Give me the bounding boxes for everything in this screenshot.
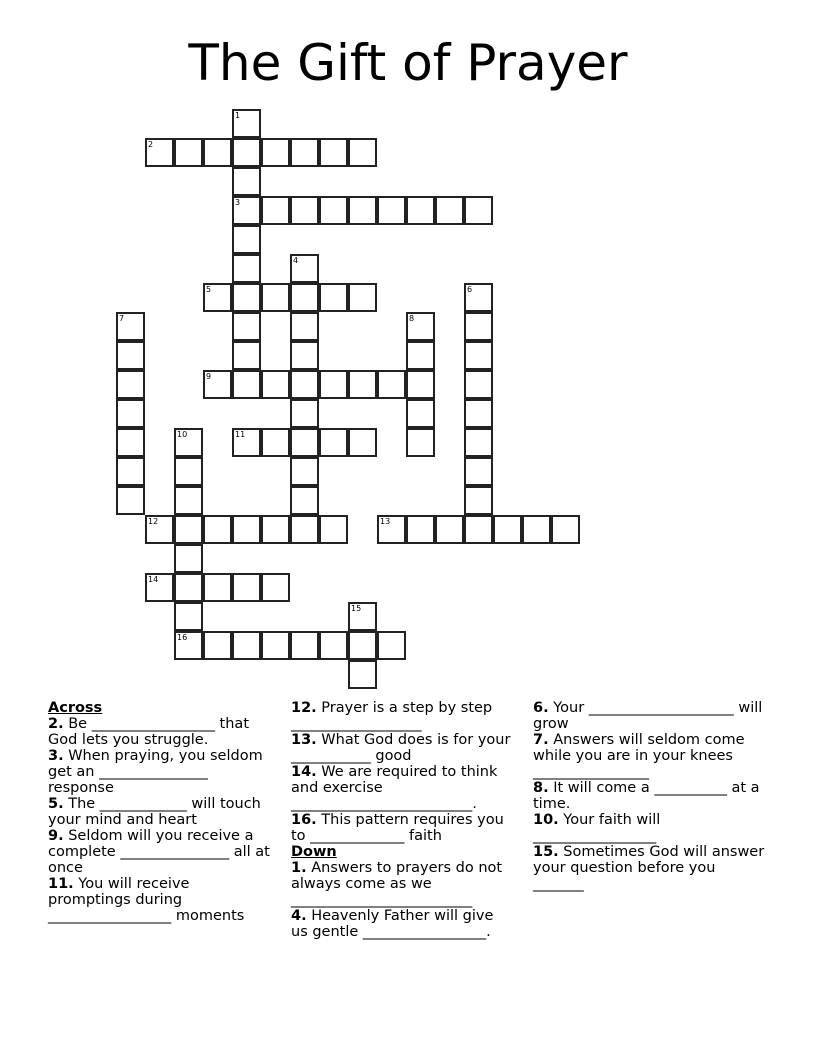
grid-cell[interactable] (174, 573, 203, 602)
grid-cell[interactable] (116, 399, 145, 428)
cell-number: 4 (293, 256, 299, 265)
grid-cell[interactable] (232, 283, 261, 312)
clue-number: 10. (533, 812, 559, 828)
clue-number: 15. (533, 844, 559, 860)
clue-text: Prayer is a step by step __________________ (291, 700, 493, 732)
grid-cell[interactable] (232, 167, 261, 196)
grid-cell[interactable] (348, 138, 377, 167)
cell-number: 1 (235, 111, 241, 120)
grid-cell[interactable] (464, 457, 493, 486)
grid-cell[interactable] (377, 515, 406, 544)
grid-cell[interactable] (435, 196, 464, 225)
clues-column-1 (48, 700, 270, 924)
cell-number: 15 (351, 604, 362, 613)
grid-cell[interactable] (348, 370, 377, 399)
cell-number: 14 (148, 575, 159, 584)
cell-number: 7 (119, 314, 125, 323)
grid-cell[interactable] (464, 312, 493, 341)
clue-number: 6. (533, 700, 549, 716)
grid-cell[interactable] (261, 283, 290, 312)
grid-cell[interactable] (377, 631, 406, 660)
cell-number: 10 (177, 430, 188, 439)
grid-cell[interactable] (377, 370, 406, 399)
grid-cell[interactable] (290, 428, 319, 457)
clue-text: It will come a __________ at a time. (533, 780, 760, 812)
cell-number: 6 (467, 285, 473, 294)
grid-cell[interactable] (261, 138, 290, 167)
grid-cell[interactable] (145, 138, 174, 167)
clue-text: Your faith will _________________ (533, 812, 661, 844)
grid-cell[interactable] (464, 486, 493, 515)
grid-cell[interactable] (174, 631, 203, 660)
clue-across-16 (291, 812, 513, 844)
clue-number: 14. (291, 764, 317, 780)
grid-cell[interactable] (290, 399, 319, 428)
clue-text: What God does is for your ___________ good (291, 732, 511, 764)
grid-cell[interactable] (116, 370, 145, 399)
grid-cell[interactable] (290, 370, 319, 399)
clue-down-6 (533, 700, 769, 732)
grid-cell[interactable] (203, 138, 232, 167)
grid-cell[interactable] (319, 515, 348, 544)
clue-text: Be _________________ that God lets you struggle. (48, 716, 250, 748)
grid-cell[interactable] (348, 660, 377, 689)
grid-cell[interactable] (290, 341, 319, 370)
grid-cell[interactable] (261, 196, 290, 225)
clue-down-15 (533, 844, 769, 892)
clue-down-8 (533, 780, 769, 812)
clue-across-3 (48, 748, 270, 796)
grid-cell[interactable] (319, 138, 348, 167)
grid-cell[interactable] (261, 631, 290, 660)
grid-cell[interactable] (319, 428, 348, 457)
grid-cell[interactable] (435, 515, 464, 544)
clue-down-4 (291, 908, 513, 940)
clue-text: Answers will seldom come while you are in your knees ________________ (533, 732, 745, 780)
clue-number: 3. (48, 748, 64, 764)
grid-cell[interactable] (290, 312, 319, 341)
grid-cell[interactable] (319, 283, 348, 312)
clue-across-13 (291, 732, 513, 764)
grid-cell[interactable] (348, 196, 377, 225)
grid-cell[interactable] (174, 428, 203, 457)
grid-cell[interactable] (464, 196, 493, 225)
clue-number: 4. (291, 908, 307, 924)
grid-cell[interactable] (116, 428, 145, 457)
grid-cell[interactable] (203, 283, 232, 312)
grid-cell[interactable] (406, 370, 435, 399)
down-heading: Down (291, 844, 337, 860)
clue-number: 2. (48, 716, 64, 732)
cell-number: 13 (380, 517, 391, 526)
clue-number: 1. (291, 860, 307, 876)
grid-cell[interactable] (319, 370, 348, 399)
grid-cell[interactable] (464, 428, 493, 457)
clue-across-14 (291, 764, 513, 812)
grid-cell[interactable] (319, 631, 348, 660)
grid-cell[interactable] (232, 196, 261, 225)
grid-cell[interactable] (493, 515, 522, 544)
grid-cell[interactable] (551, 515, 580, 544)
grid-cell[interactable] (261, 428, 290, 457)
clue-number: 13. (291, 732, 317, 748)
grid-cell[interactable] (290, 486, 319, 515)
grid-cell[interactable] (406, 196, 435, 225)
grid-cell[interactable] (174, 515, 203, 544)
clue-number: 9. (48, 828, 64, 844)
grid-cell[interactable] (174, 544, 203, 573)
grid-cell[interactable] (145, 573, 174, 602)
grid-cell[interactable] (464, 399, 493, 428)
grid-cell[interactable] (174, 138, 203, 167)
across-heading: Across (48, 700, 103, 716)
grid-cell[interactable] (232, 254, 261, 283)
clue-text: The ____________ will touch your mind and heart (48, 796, 261, 828)
clue-text: This pattern requires you to _____________ faith (291, 812, 504, 844)
grid-cell[interactable] (116, 486, 145, 515)
clue-text: You will receive promptings during _________________ moments (48, 876, 245, 924)
clue-text: Sometimes God will answer your question before you _______ (533, 844, 765, 892)
clue-text: Answers to prayers do not always come as we _________________________ (291, 860, 503, 908)
clue-down-7 (533, 732, 769, 780)
grid-cell[interactable] (232, 109, 261, 138)
cell-number: 2 (148, 140, 154, 149)
grid-cell[interactable] (406, 428, 435, 457)
clues-column-3 (533, 700, 769, 892)
grid-cell[interactable] (348, 283, 377, 312)
grid-cell[interactable] (464, 370, 493, 399)
grid-cell[interactable] (377, 196, 406, 225)
grid-cell[interactable] (406, 515, 435, 544)
grid-cell[interactable] (319, 196, 348, 225)
clue-number: 7. (533, 732, 549, 748)
grid-cell[interactable] (203, 573, 232, 602)
grid-cell[interactable] (203, 370, 232, 399)
clue-number: 11. (48, 876, 74, 892)
grid-cell[interactable] (464, 283, 493, 312)
grid-cell[interactable] (290, 515, 319, 544)
grid-cell[interactable] (348, 602, 377, 631)
cell-number: 3 (235, 198, 241, 207)
grid-cell[interactable] (261, 573, 290, 602)
grid-cell[interactable] (406, 341, 435, 370)
grid-cell[interactable] (116, 312, 145, 341)
grid-cell[interactable] (290, 254, 319, 283)
grid-cell[interactable] (203, 515, 232, 544)
cell-number: 5 (206, 285, 212, 294)
grid-cell[interactable] (464, 515, 493, 544)
clue-down-1 (291, 860, 513, 908)
clue-number: 12. (291, 700, 317, 716)
cell-number: 9 (206, 372, 212, 381)
clue-number: 16. (291, 812, 317, 828)
clue-number: 5. (48, 796, 64, 812)
grid-cell[interactable] (232, 631, 261, 660)
clue-text: When praying, you seldom get an _______________ response (48, 748, 263, 796)
puzzle-title: The Gift of Prayer (188, 34, 628, 92)
grid-cell[interactable] (522, 515, 551, 544)
clue-text: Your ____________________ will grow (533, 700, 763, 732)
grid-cell[interactable] (232, 515, 261, 544)
grid-cell[interactable] (348, 428, 377, 457)
grid-cell[interactable] (261, 370, 290, 399)
clue-text: Seldom will you receive a complete _______________ all at once (48, 828, 270, 876)
grid-cell[interactable] (116, 457, 145, 486)
grid-cell[interactable] (174, 486, 203, 515)
grid-cell[interactable] (203, 631, 232, 660)
grid-cell[interactable] (174, 602, 203, 631)
grid-cell[interactable] (290, 631, 319, 660)
clue-across-11 (48, 876, 270, 924)
clue-across-12 (291, 700, 513, 732)
clue-across-9 (48, 828, 270, 876)
grid-cell[interactable] (232, 312, 261, 341)
grid-cell[interactable] (232, 370, 261, 399)
grid-cell[interactable] (232, 341, 261, 370)
grid-cell[interactable] (290, 283, 319, 312)
clues-column-2 (291, 700, 513, 940)
cell-number: 12 (148, 517, 159, 526)
clue-text: We are required to think and exercise _________________________. (291, 764, 498, 812)
grid-cell[interactable] (406, 399, 435, 428)
clue-across-5 (48, 796, 270, 828)
clue-across-2 (48, 716, 270, 748)
grid-cell[interactable] (232, 225, 261, 254)
grid-cell[interactable] (261, 515, 290, 544)
cell-number: 16 (177, 633, 188, 642)
grid-cell[interactable] (406, 312, 435, 341)
grid-cell[interactable] (174, 457, 203, 486)
clue-text: Heavenly Father will give us gentle _________________. (291, 908, 494, 940)
grid-cell[interactable] (290, 138, 319, 167)
clue-down-10 (533, 812, 769, 844)
grid-cell[interactable] (145, 515, 174, 544)
grid-cell[interactable] (290, 196, 319, 225)
grid-cell[interactable] (464, 341, 493, 370)
grid-cell[interactable] (232, 138, 261, 167)
cell-number: 11 (235, 430, 246, 439)
grid-cell[interactable] (232, 428, 261, 457)
grid-cell[interactable] (348, 631, 377, 660)
cell-number: 8 (409, 314, 415, 323)
grid-cell[interactable] (290, 457, 319, 486)
grid-cell[interactable] (116, 341, 145, 370)
clue-number: 8. (533, 780, 549, 796)
grid-cell[interactable] (232, 573, 261, 602)
